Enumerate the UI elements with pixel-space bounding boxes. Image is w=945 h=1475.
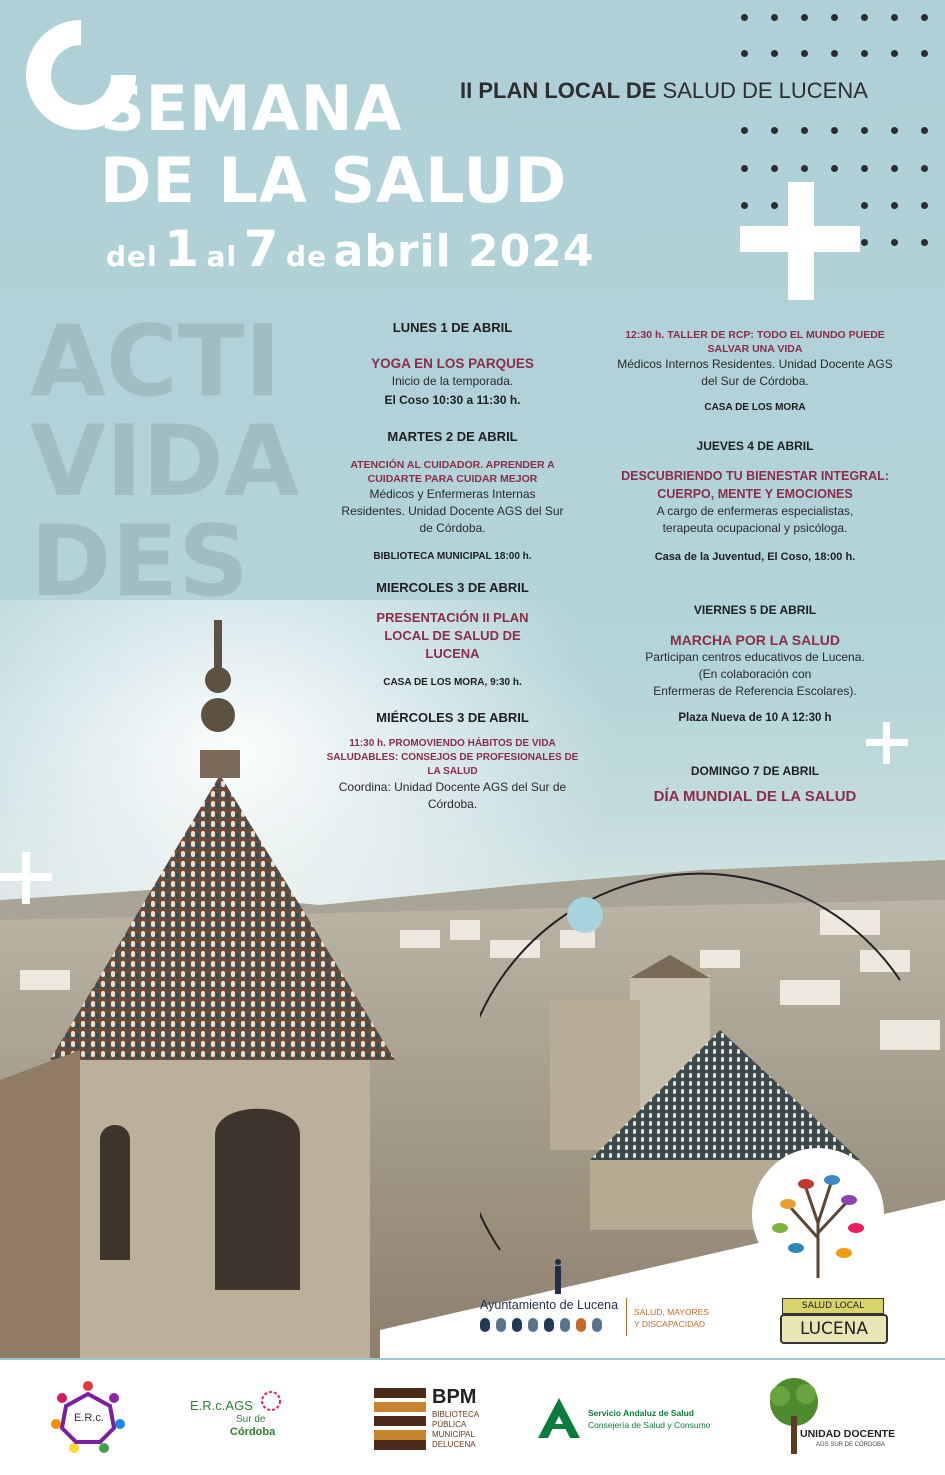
activity-text: del Sur de Córdoba. <box>701 374 809 388</box>
activity-text: terapeuta ocupacional y psicóloga. <box>662 521 848 535</box>
activity-place: Plaza Nueva de 10 A 12:30 h <box>678 712 832 724</box>
title-line1: SEMANA <box>100 72 403 145</box>
dates-number: 7 <box>243 220 280 278</box>
activity-title: DÍA MUNDIAL DE LA SALUD <box>653 788 857 805</box>
ercags-sub2: Córdoba <box>230 1426 276 1438</box>
department-line: Y DISCAPACIDAD <box>634 1319 706 1329</box>
dates-word: de <box>286 240 328 273</box>
activity-text: de Córdoba. <box>419 521 486 535</box>
day-heading: JUEVES 4 DE ABRIL <box>696 439 814 453</box>
sas-logo <box>538 1398 718 1442</box>
flower-icon <box>260 1390 282 1412</box>
bpm-line: PÚBLICA <box>432 1420 467 1429</box>
salud-local-logo <box>752 1148 884 1348</box>
ercags-logo <box>186 1390 286 1450</box>
unidad-title: UNIDAD DOCENTE <box>800 1428 896 1440</box>
logo-banner: SALUD LOCAL <box>782 1298 884 1314</box>
dates-word: del <box>106 240 158 273</box>
bpm-abbr: BPM <box>432 1386 477 1408</box>
activity-title: MARCHA POR LA SALUD <box>669 632 841 648</box>
activity-text: Inicio de la temporada. <box>391 374 514 388</box>
day-block <box>320 710 585 813</box>
activity-place: El Coso 10:30 a 11:30 h. <box>384 393 521 407</box>
logo-name: LUCENA <box>780 1314 888 1344</box>
day-block <box>595 439 915 563</box>
sas-name: Servicio Andaluz de Salud <box>588 1408 694 1418</box>
plus-icon <box>740 182 860 300</box>
plan-rest: SALUD DE LUCENA <box>662 78 868 103</box>
day-heading: LUNES 1 DE ABRIL <box>392 320 513 335</box>
ercags-title: E.R.c.AGS <box>190 1398 253 1413</box>
activity-title: 11:30 h. PROMOVIENDO HÁBITOS DE VIDA SALUDABLES: CONSEJOS DE PROFESIONALES DE LA SALUD <box>326 738 579 777</box>
unidad-sub: AGS SUR DE CÓRDOBA <box>816 1442 886 1448</box>
ayuntamiento-name: Ayuntamiento de Lucena <box>480 1298 619 1312</box>
sas-consejeria: Consejería de Salud y Consumo <box>588 1420 711 1430</box>
day-heading: MIERCOLES 3 DE ABRIL <box>376 580 529 595</box>
day-block <box>320 429 585 562</box>
schedule-left <box>320 320 585 813</box>
day-heading: VIERNES 5 DE ABRIL <box>693 603 817 617</box>
plan-bold: II PLAN LOCAL DE <box>460 78 657 103</box>
bpm-line: BIBLIOTECA <box>432 1410 480 1419</box>
day-block <box>320 320 585 407</box>
dates-word: al <box>206 240 238 273</box>
day-block <box>595 764 915 806</box>
color-bars-icon <box>480 1316 620 1332</box>
bpm-line: DELUCENA <box>432 1440 476 1449</box>
side-title-line: DES <box>30 505 249 619</box>
side-title-line: ACTI <box>30 305 282 419</box>
side-title <box>30 305 300 619</box>
day-block <box>595 328 915 413</box>
activity-place: BIBLIOTECA MUNICIPAL 18:00 h. <box>373 551 532 562</box>
activity-text: Coordina: Unidad Docente AGS del Sur de <box>338 780 567 794</box>
activity-text: Córdoba. <box>427 797 478 811</box>
bpm-lines <box>432 1410 479 1450</box>
activity-place: CASA DE LOS MORA, 9:30 h. <box>383 677 522 688</box>
activity-title: DESCUBRIENDO TU BIENESTAR INTEGRAL: CUERPO, MENTE Y EMOCIONES <box>621 469 889 501</box>
day-heading: DOMINGO 7 DE ABRIL <box>690 764 820 778</box>
side-title-line: VIDA <box>30 405 300 519</box>
unidad-docente-logo <box>762 1376 896 1468</box>
activity-text: Enfermeras de Referencia Escolares). <box>653 684 857 698</box>
erc-text: E.R.c. <box>74 1412 104 1424</box>
activity-text: Médicos Internos Residentes. Unidad Docente AGS <box>617 357 893 371</box>
andalucia-a-icon <box>538 1398 580 1438</box>
department-line: SALUD, MAYORES <box>634 1307 709 1317</box>
activity-title: YOGA EN LOS PARQUES <box>371 356 534 371</box>
tree-icon <box>766 1168 870 1278</box>
divider <box>626 1298 627 1336</box>
day-heading: MARTES 2 DE ABRIL <box>387 429 518 444</box>
schedule-right <box>595 328 915 806</box>
plus-icon <box>0 852 52 904</box>
activity-title: PRESENTACIÓN II PLAN LOCAL DE SALUD DE LUCENA <box>376 610 529 661</box>
activity-text: Médicos y Enfermeras Internas <box>369 487 536 501</box>
ercags-sub: Sur de <box>236 1414 266 1425</box>
dates-number: 1 <box>164 220 201 278</box>
dates-month-year: abril 2024 <box>333 226 595 277</box>
title-line2: DE LA SALUD <box>100 144 568 217</box>
bpm-logo <box>374 1388 494 1458</box>
activity-text: Residentes. Unidad Docente AGS del Sur <box>341 504 564 518</box>
bpm-line: MUNICIPAL <box>432 1430 475 1439</box>
day-heading: MIÉRCOLES 3 DE ABRIL <box>376 710 529 725</box>
activity-place: CASA DE LOS MORA <box>704 402 806 413</box>
activity-place: Casa de la Juventud, El Coso, 18:00 h. <box>654 551 856 563</box>
day-block <box>320 580 585 688</box>
activity-text: A cargo de enfermeras especialistas, <box>656 504 854 518</box>
erc-logo <box>48 1378 128 1458</box>
tower-icon <box>552 1258 564 1294</box>
activity-title: 12:30 h. TALLER DE RCP: TODO EL MUNDO PUEDE SALVAR UNA VIDA <box>625 329 885 355</box>
day-block <box>595 603 915 724</box>
ayuntamiento-logo <box>478 1258 738 1338</box>
activity-text: (En colaboración con <box>698 667 812 681</box>
department <box>634 1306 709 1330</box>
books-icon <box>374 1388 426 1450</box>
activity-title: ATENCIÓN AL CUIDADOR. APRENDER A CUIDARTE PARA CUIDAR MEJOR <box>350 459 555 485</box>
activity-text: Participan centros educativos de Lucena. <box>645 650 865 664</box>
footer-logos <box>0 1360 945 1475</box>
